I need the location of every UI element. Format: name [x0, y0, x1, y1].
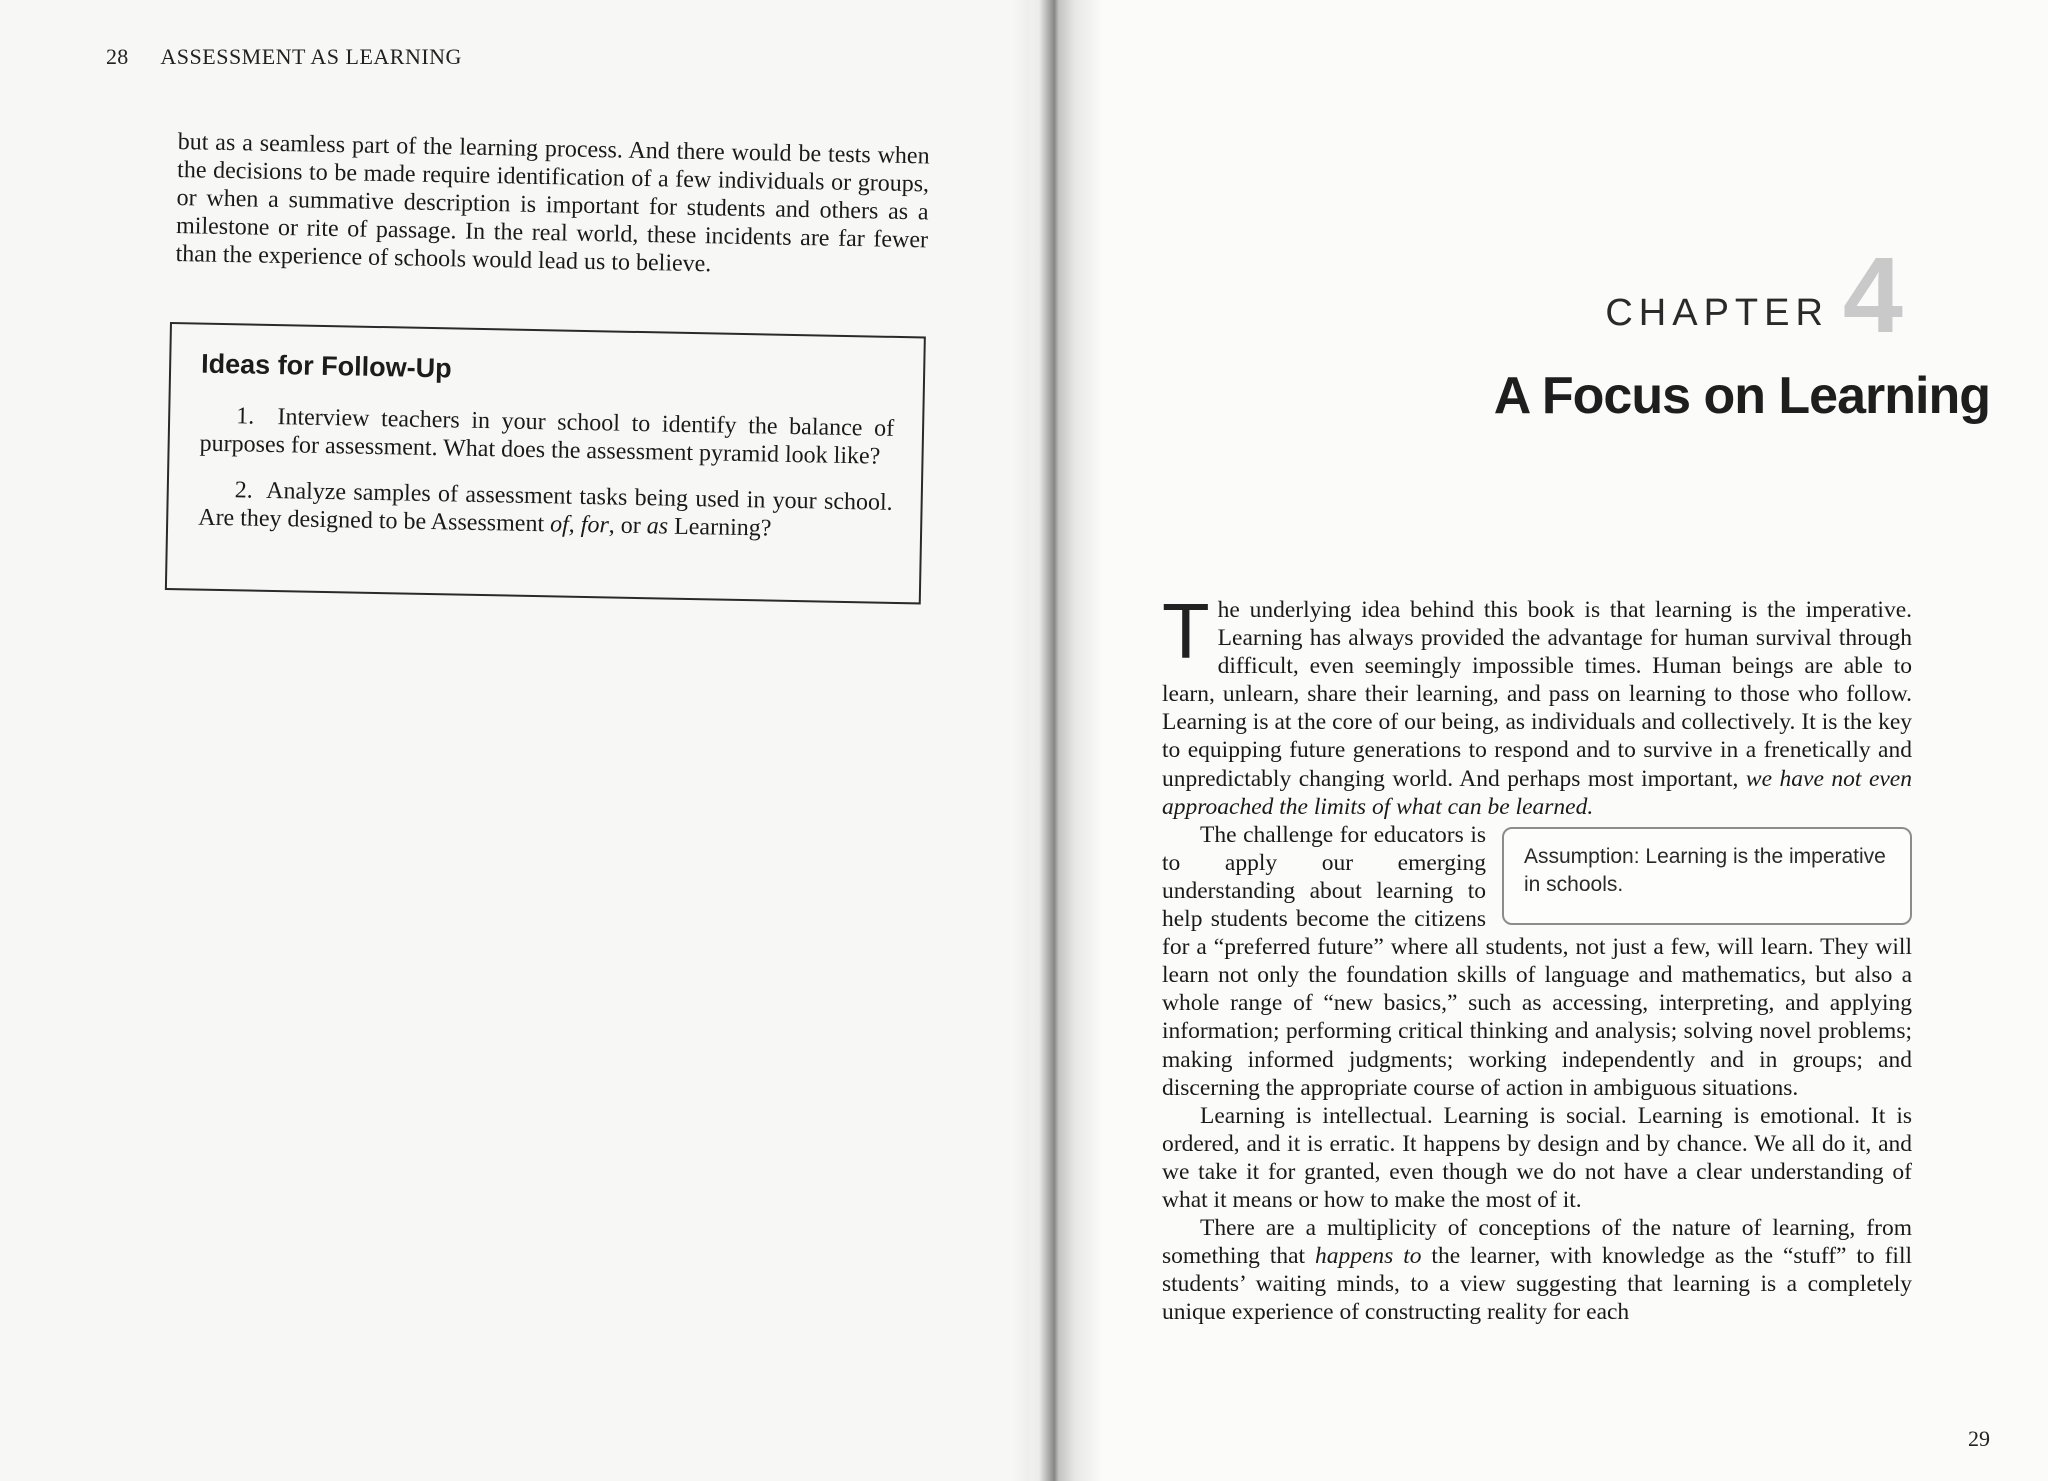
book-gutter — [1012, 0, 1102, 1481]
item-text-end: Learning? — [667, 513, 772, 542]
chapter-body — [1162, 587, 1912, 1326]
page-number-left: 28 — [106, 44, 129, 69]
paragraph — [1162, 587, 1912, 821]
paragraph: The challenge for educators is to apply our emerging understanding about learning to help students become the citizens for a “preferred future” where all students, not just a few, will learn. They will learn not only the foundation skills of language and mathematics, but also a whole range of “new basics,” such as accessing, interpreting, and applying information; performing critical thinking and analysis; solving novel problems; making informed judgments; working independently and in groups; and discerning the appropriate course of action in ambiguous situations. — [1162, 821, 1912, 1101]
item-text: Analyze samples of assessment tasks being used in your school. Are they designed to be Assessment — [198, 477, 893, 538]
paragraph-text: There are a multiplicity of conceptions of the nature of learning, from something that — [1162, 1215, 1912, 1270]
item-number: 2. — [234, 477, 254, 504]
italic-as: as — [646, 513, 669, 540]
paragraph: Learning is intellectual. Learning is social. Learning is emotional. It is ordered, and it is erratic. It happens by design and by chance. We all do it, and we take it for granted, even though we do not have a clear understanding of what it means or how to make the most of it. — [1162, 1102, 1912, 1213]
chapter-heading — [1605, 234, 1903, 355]
running-head-title: ASSESSMENT AS LEARNING — [160, 44, 462, 69]
drop-cap: T — [1162, 587, 1210, 675]
follow-up-item — [198, 476, 893, 545]
continued-paragraph: but as a seamless part of the learning process. And there would be tests when the decisions to be made require identification of a few individuals or groups, or when a summative description is important for students and others as a milestone or rite of passage. In the real world, these incidents are far fewer than the experience of schools would lead us to believe. — [175, 128, 930, 278]
item-text: Interview teachers in your school to identify the balance of purposes for assessment. What does the assessment pyramid look like? — [199, 404, 895, 470]
paragraph — [1162, 1214, 1912, 1326]
separator: , or — [608, 512, 648, 540]
assumption-callout: Assumption: Learning is the imperative in schools. — [1502, 827, 1912, 925]
paragraph-text: the learner, with knowledge as the “stuff” to fill students’ waiting minds, to a view suggesting that learning is a completely unique experience of constructing reality for each — [1162, 1243, 1912, 1326]
page-number-right: 29 — [1968, 1426, 1990, 1451]
chapter-number: 4 — [1842, 234, 1903, 355]
paragraph-emphasis: we have not even approached the limits of what can be learned. — [1162, 765, 1912, 820]
item-number: 1. — [235, 403, 255, 430]
follow-up-title: Ideas for Follow-Up — [200, 348, 452, 384]
follow-up-box — [165, 322, 926, 604]
running-head — [106, 44, 462, 70]
paragraph-emphasis: happens to — [1314, 1243, 1422, 1270]
separator: , — [568, 511, 582, 538]
italic-for: for — [580, 511, 610, 539]
paragraph-text: he underlying idea behind this book is that learning is the imperative. Learning has always provided the advantage for human survival through difficult, even seemingly impossible times. Human beings are able to learn, unlearn, share their learning, and pass on learning to those who follow. Learning is at the core of our being, as individuals and collectively. It is the key to equipping future generations to respond and to survive in a frenetically and unpredictably changing world. And perhaps most important, — [1162, 597, 1912, 792]
follow-up-item — [199, 402, 894, 471]
italic-of: of — [549, 511, 570, 538]
chapter-title: A Focus on Learning — [1493, 367, 1990, 425]
chapter-label: CHAPTER — [1605, 292, 1829, 334]
